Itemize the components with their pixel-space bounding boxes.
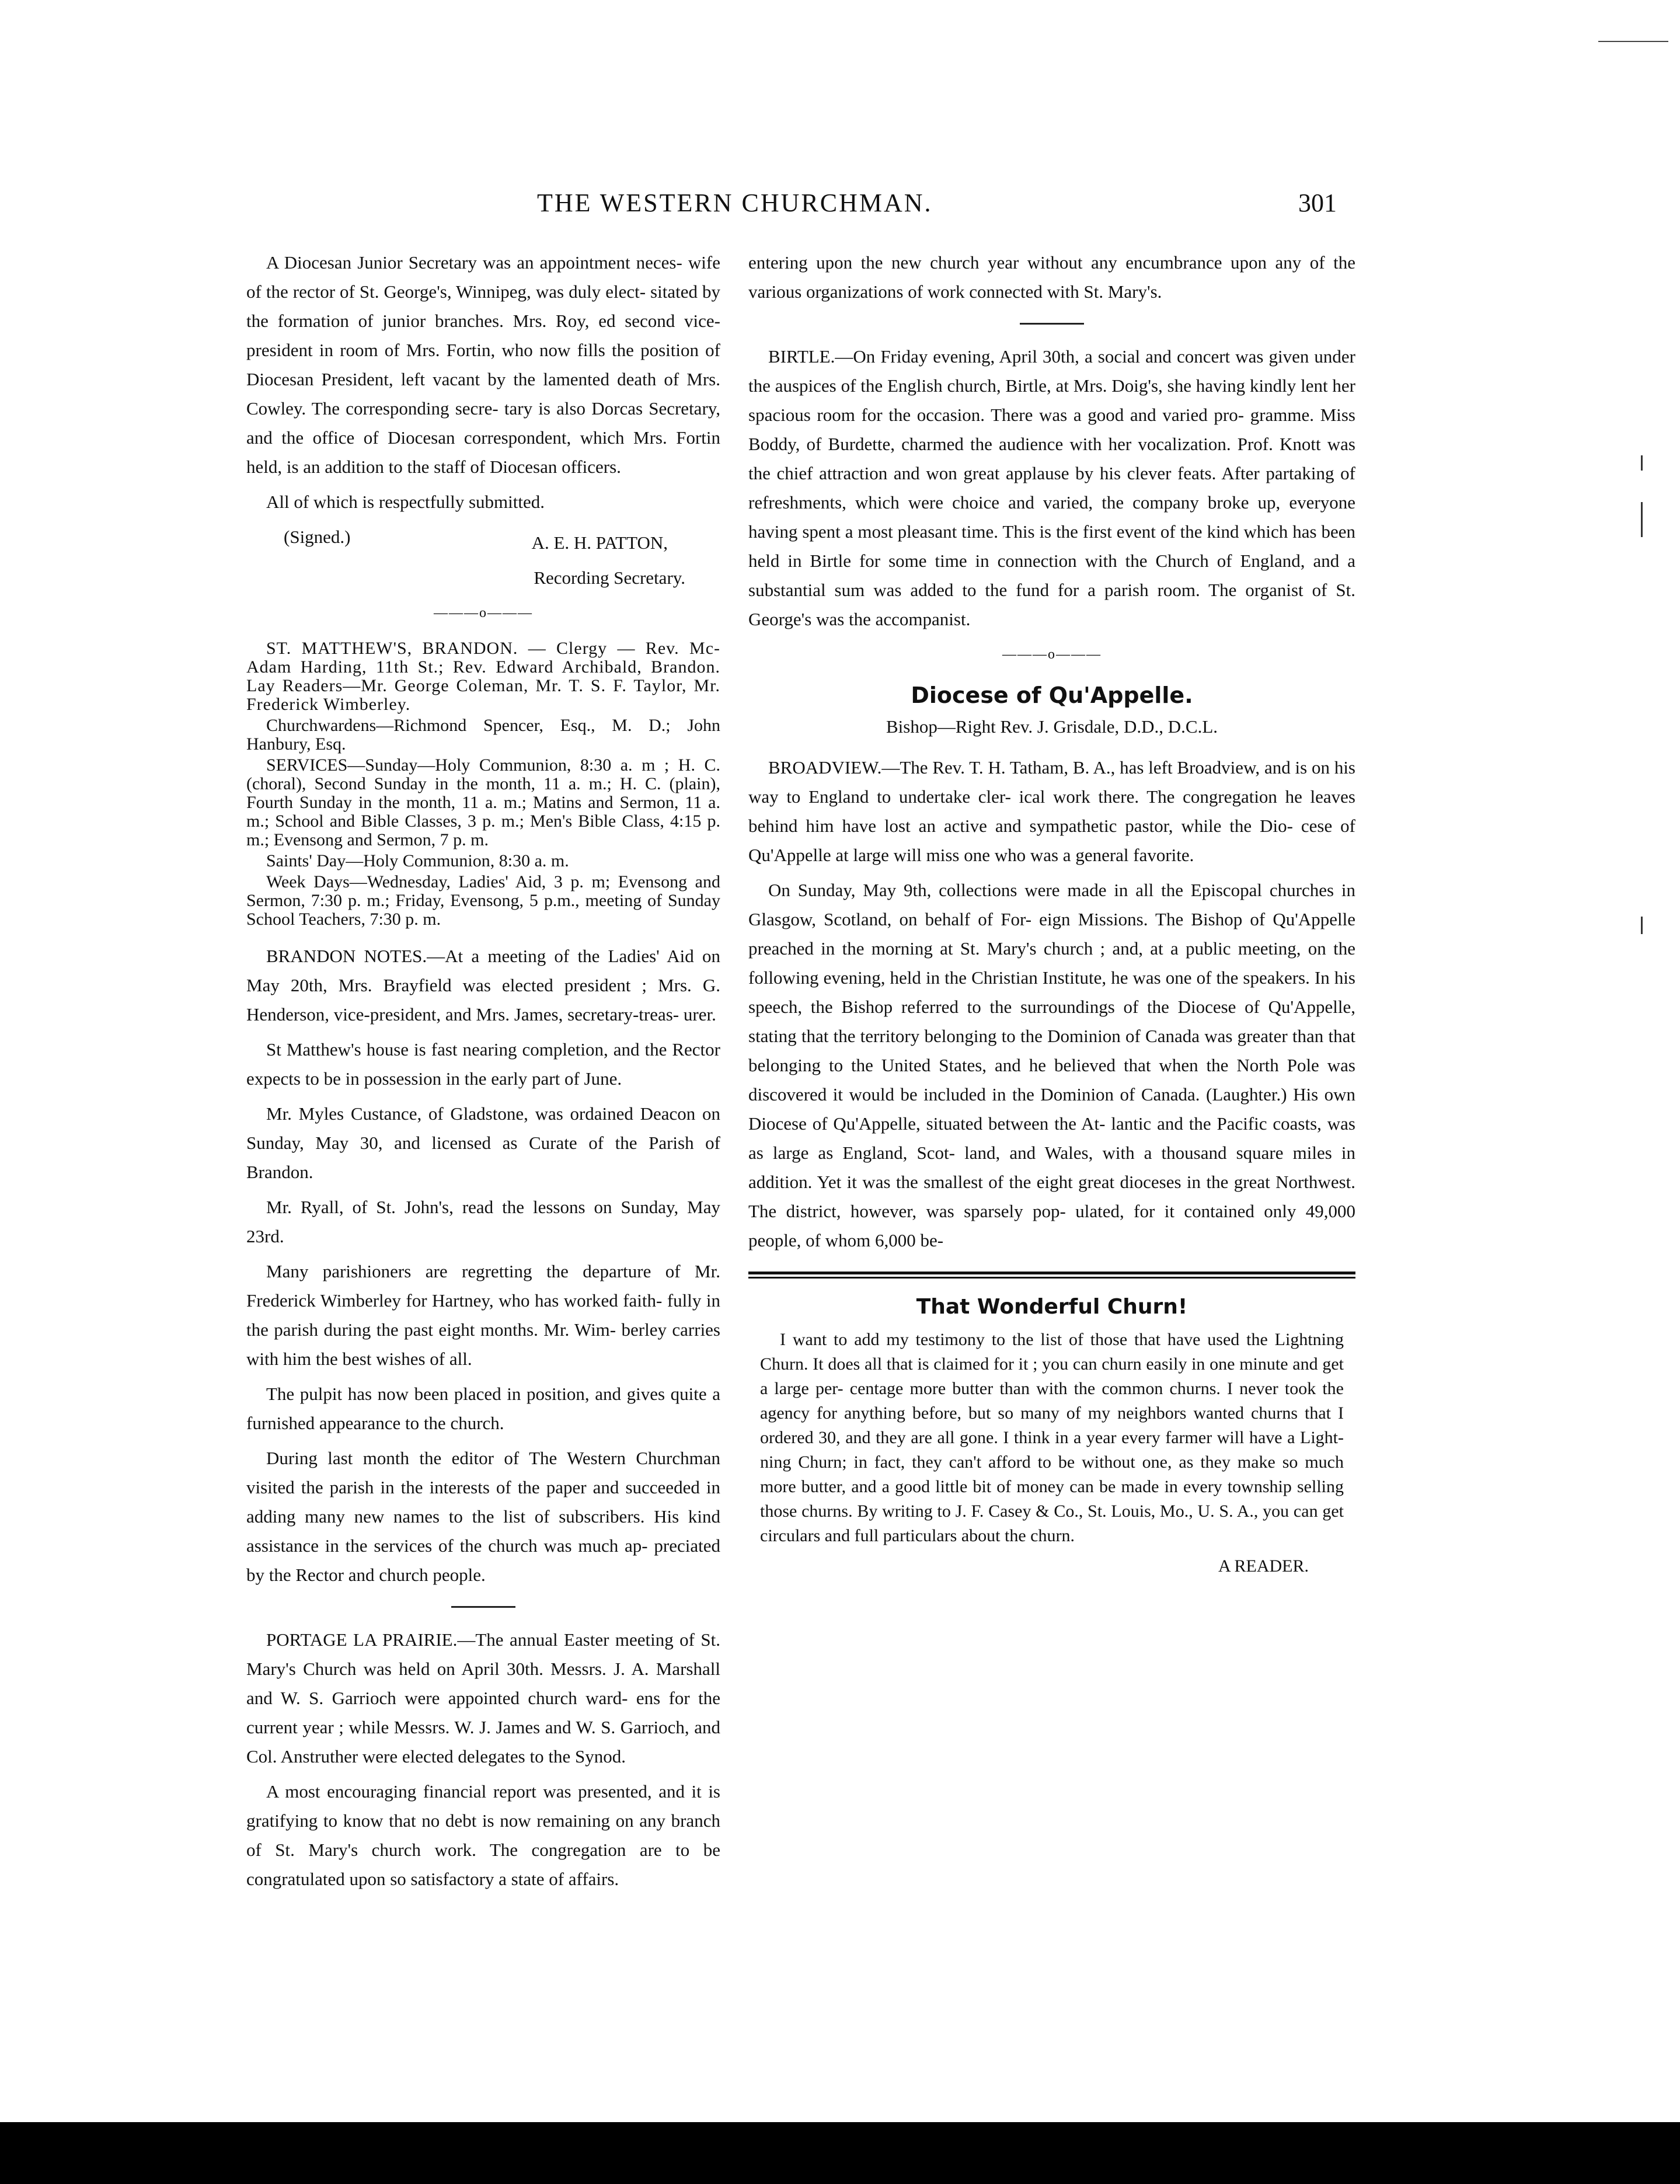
section-separator: ———o——— [1002, 647, 1102, 662]
right-column [748, 248, 1355, 1584]
broadview-paragraph: On Sunday, May 9th, collections were made in all the Episcopal churches in Glasgow, Scotland, on behalf of For- eign Missions. The Bishop of Qu'Appelle preached in the morning at St. Mary's church ; and, at a public meeting, on the following evening, held in the Christian Institute, he was one of the speakers. In his speech, the Bishop referred to the surroundings of the Diocese of Qu'Appelle, stating that the territory belonging to the Dominion of Canada was greater than that belonging to the United States, and he believed that when the North Pole was discovered it would be included in the Dominion of Canada. (Laughter.) His own Diocese of Qu'Appelle, situated between the At- lantic and the Pacific coasts, was as large as England, Scot- land, and Wales, with a thousand square miles in addition. Yet it was the smallest of the eight great dioceses in the great Northwest. The district, however, was sparsely pop- ulated, for it contained only 49,000 people, of whom 6,000 be- [748, 880, 1355, 1251]
report-paragraph: A Diocesan Junior Secretary was an appointment neces- wife of the rector of St. George's, Winnipeg, was duly elect- sitated by the formation of junior branches. Mrs. Roy, ed second vice-president in room of Mrs. Fortin, who now fills the position of Diocesan President, left vacant by the lamented death of Mrs. Cowley. The corresponding secre- tary is also Dorcas Secretary, and the office of Diocesan correspondent, which Mrs. Fortin held, is an addition to the staff of Diocesan officers. [246, 252, 720, 477]
week-days-listing: Week Days—Wednesday, Ladies' Aid, 3 p. m; Evensong and Sermon, 7:30 p. m.; Friday, Evensong, 5 p.m., meeting of Sunday School Teachers, 7:30 p. m. [246, 872, 720, 929]
st-matthews-notice [246, 639, 720, 929]
churn-advertisement [748, 1293, 1355, 1579]
diocese-heading: Diocese of Qu'Appelle. [911, 682, 1193, 708]
report-closing: All of which is respectfully submitted. [266, 492, 545, 512]
portage-paragraph: A most encouraging financial report was presented, and it is gratifying to know that no debt is now remaining on any branch of St. Mary's church work. The congregation are to be congratulated upon so satisfactory a state of affairs. [246, 1781, 720, 1889]
portage-paragraph: PORTAGE LA PRAIRIE.—The annual Easter meeting of St. Mary's Church was held on April 30th. Messrs. J. A. Marshall and W. S. Garrioch were appointed church ward- ens for the current year ; while Messrs. W. J. James and W. S. Garrioch, and Col. Anstruther were elected delegates to the Synod. [246, 1629, 720, 1767]
section-separator: ———o——— [434, 605, 533, 621]
diocese-bishop-line: Bishop—Right Rev. J. Grisdale, D.D., D.C.L. [886, 716, 1218, 737]
page-header [222, 188, 1337, 223]
margin-mark [1641, 917, 1643, 934]
brandon-notes-paragraph: BRANDON NOTES.—At a meeting of the Ladies' Aid on May 20th, Mrs. Brayfield was elected president ; Mrs. G. Henderson, vice-president, and Mrs. James, secretary-treas- urer. [246, 946, 720, 1025]
publication-title: THE WESTERN CHURCHMAN. [537, 189, 933, 217]
broadview-paragraph: BROADVIEW.—The Rev. T. H. Tatham, B. A., has left Broadview, and is on his way to England to undertake cler- ical work there. The congregation he leaves behind him have lost an active and sympathetic pastor, while the Dio- cese of Qu'Appelle at large will miss one who was a general favorite. [748, 757, 1355, 865]
advertisement-rule [748, 1272, 1355, 1279]
saints-day-listing: Saints' Day—Holy Communion, 8:30 a. m. [266, 851, 569, 870]
brandon-notes-paragraph: St Matthew's house is fast nearing completion, and the Rector expects to be in possession in the early part of June. [246, 1039, 720, 1089]
margin-mark [1641, 455, 1643, 471]
advertisement-heading: That Wonderful Churn! [916, 1295, 1188, 1319]
brandon-notes-paragraph: The pulpit has now been placed in position, and gives quite a furnished appearance to the church. [246, 1384, 720, 1433]
page-number: 301 [1298, 189, 1337, 217]
signature-title: Recording Secretary. [534, 567, 685, 588]
signature-name: A. E. H. PATTON, [531, 532, 668, 553]
advertisement-body: I want to add my testimony to the list of those that have used the Lightning Churn. It does all that is claimed for it ; you can churn easily in one minute and get a large per- centage more butter than with the common churns. I never took the agency for anything before, but so many of my neighbors wanted churns that I ordered 30, and they are all gone. I think in a year every farmer will have a Light- ning Churn; in fact, they can't afford to be without one, as they make so much more butter, and a good little bit of money can be made in every township selling those churns. By writing to J. F. Casey & Co., St. Louis, Mo., U. S. A., you can get circulars and full particulars about the churn. [760, 1330, 1344, 1545]
brandon-notes-paragraph: Mr. Ryall, of St. John's, read the lessons on Sunday, May 23rd. [246, 1197, 720, 1246]
signed-label: (Signed.) [284, 527, 351, 547]
churchwardens-listing: Churchwardens—Richmond Spencer, Esq., M. D.; John Hanbury, Esq. [246, 716, 720, 754]
brandon-notes-paragraph: Mr. Myles Custance, of Gladstone, was ordained Deacon on Sunday, May 30, and licensed as Curate of the Parish of Brandon. [246, 1103, 720, 1182]
scan-edge-mark [1598, 41, 1668, 42]
margin-mark [1641, 502, 1643, 537]
clergy-listing: ST. MATTHEW'S, BRANDON. — Clergy — Rev. Mc- Adam Harding, 11th St.; Rev. Edward Archibald, Brandon. Lay Readers—Mr. George Coleman, Mr. T. S. F. Taylor, Mr. Frederick Wimberley. [246, 639, 720, 714]
brandon-notes-paragraph: Many parishioners are regretting the departure of Mr. Frederick Wimberley for Hartney, who has worked faith- fully in the parish during the past eight months. Mr. Wim- berley carries with him the best wishes of all. [246, 1261, 720, 1369]
services-listing: SERVICES—Sunday—Holy Communion, 8:30 a. m ; H. C. (choral), Second Sunday in the month, 11 a. m.; H. C. (plain), Fourth Sunday in the month, 11 a. m.; Matins and Sermon, 11 a. m.; School and Bible Classes, 3 p. m.; Men's Bible Class, 4:15 p. m.; Evensong and Sermon, 7 p. m. [246, 755, 720, 849]
left-column [246, 248, 720, 1900]
birtle-paragraph: BIRTLE.—On Friday evening, April 30th, a social and concert was given under the auspices of the English church, Birtle, at Mrs. Doig's, she having kindly lent her spacious room for the occasion. There was a good and varied pro- gramme. Miss Boddy, of Burdette, charmed the audience with her vocalization. Prof. Knott was the chief attraction and won great applause by his clever feats. After partaking of refreshments, which were choice and varied, the company broke up, everyone having spent a most pleasant time. This is the first event of the kind which has been held in Birtle for some time in connection with the Church of England, and a substantial sum was added to the fund for a parish room. The organist of St. George's was the accompanist. [748, 346, 1355, 629]
continued-paragraph: entering upon the new church year without any encumbrance upon any of the various organizations of work connected with St. Mary's. [748, 252, 1355, 302]
advertisement-signature: A READER. [1218, 1556, 1309, 1576]
brandon-notes-paragraph: During last month the editor of The Western Churchman visited the parish in the interests of the paper and succeeded in adding many new names to the list of subscribers. His kind assistance in the services of the church was much ap- preciated by the Rector and church people. [246, 1448, 720, 1585]
section-rule [451, 1606, 515, 1608]
scan-bottom-border [0, 2122, 1680, 2184]
section-rule [1020, 323, 1084, 325]
